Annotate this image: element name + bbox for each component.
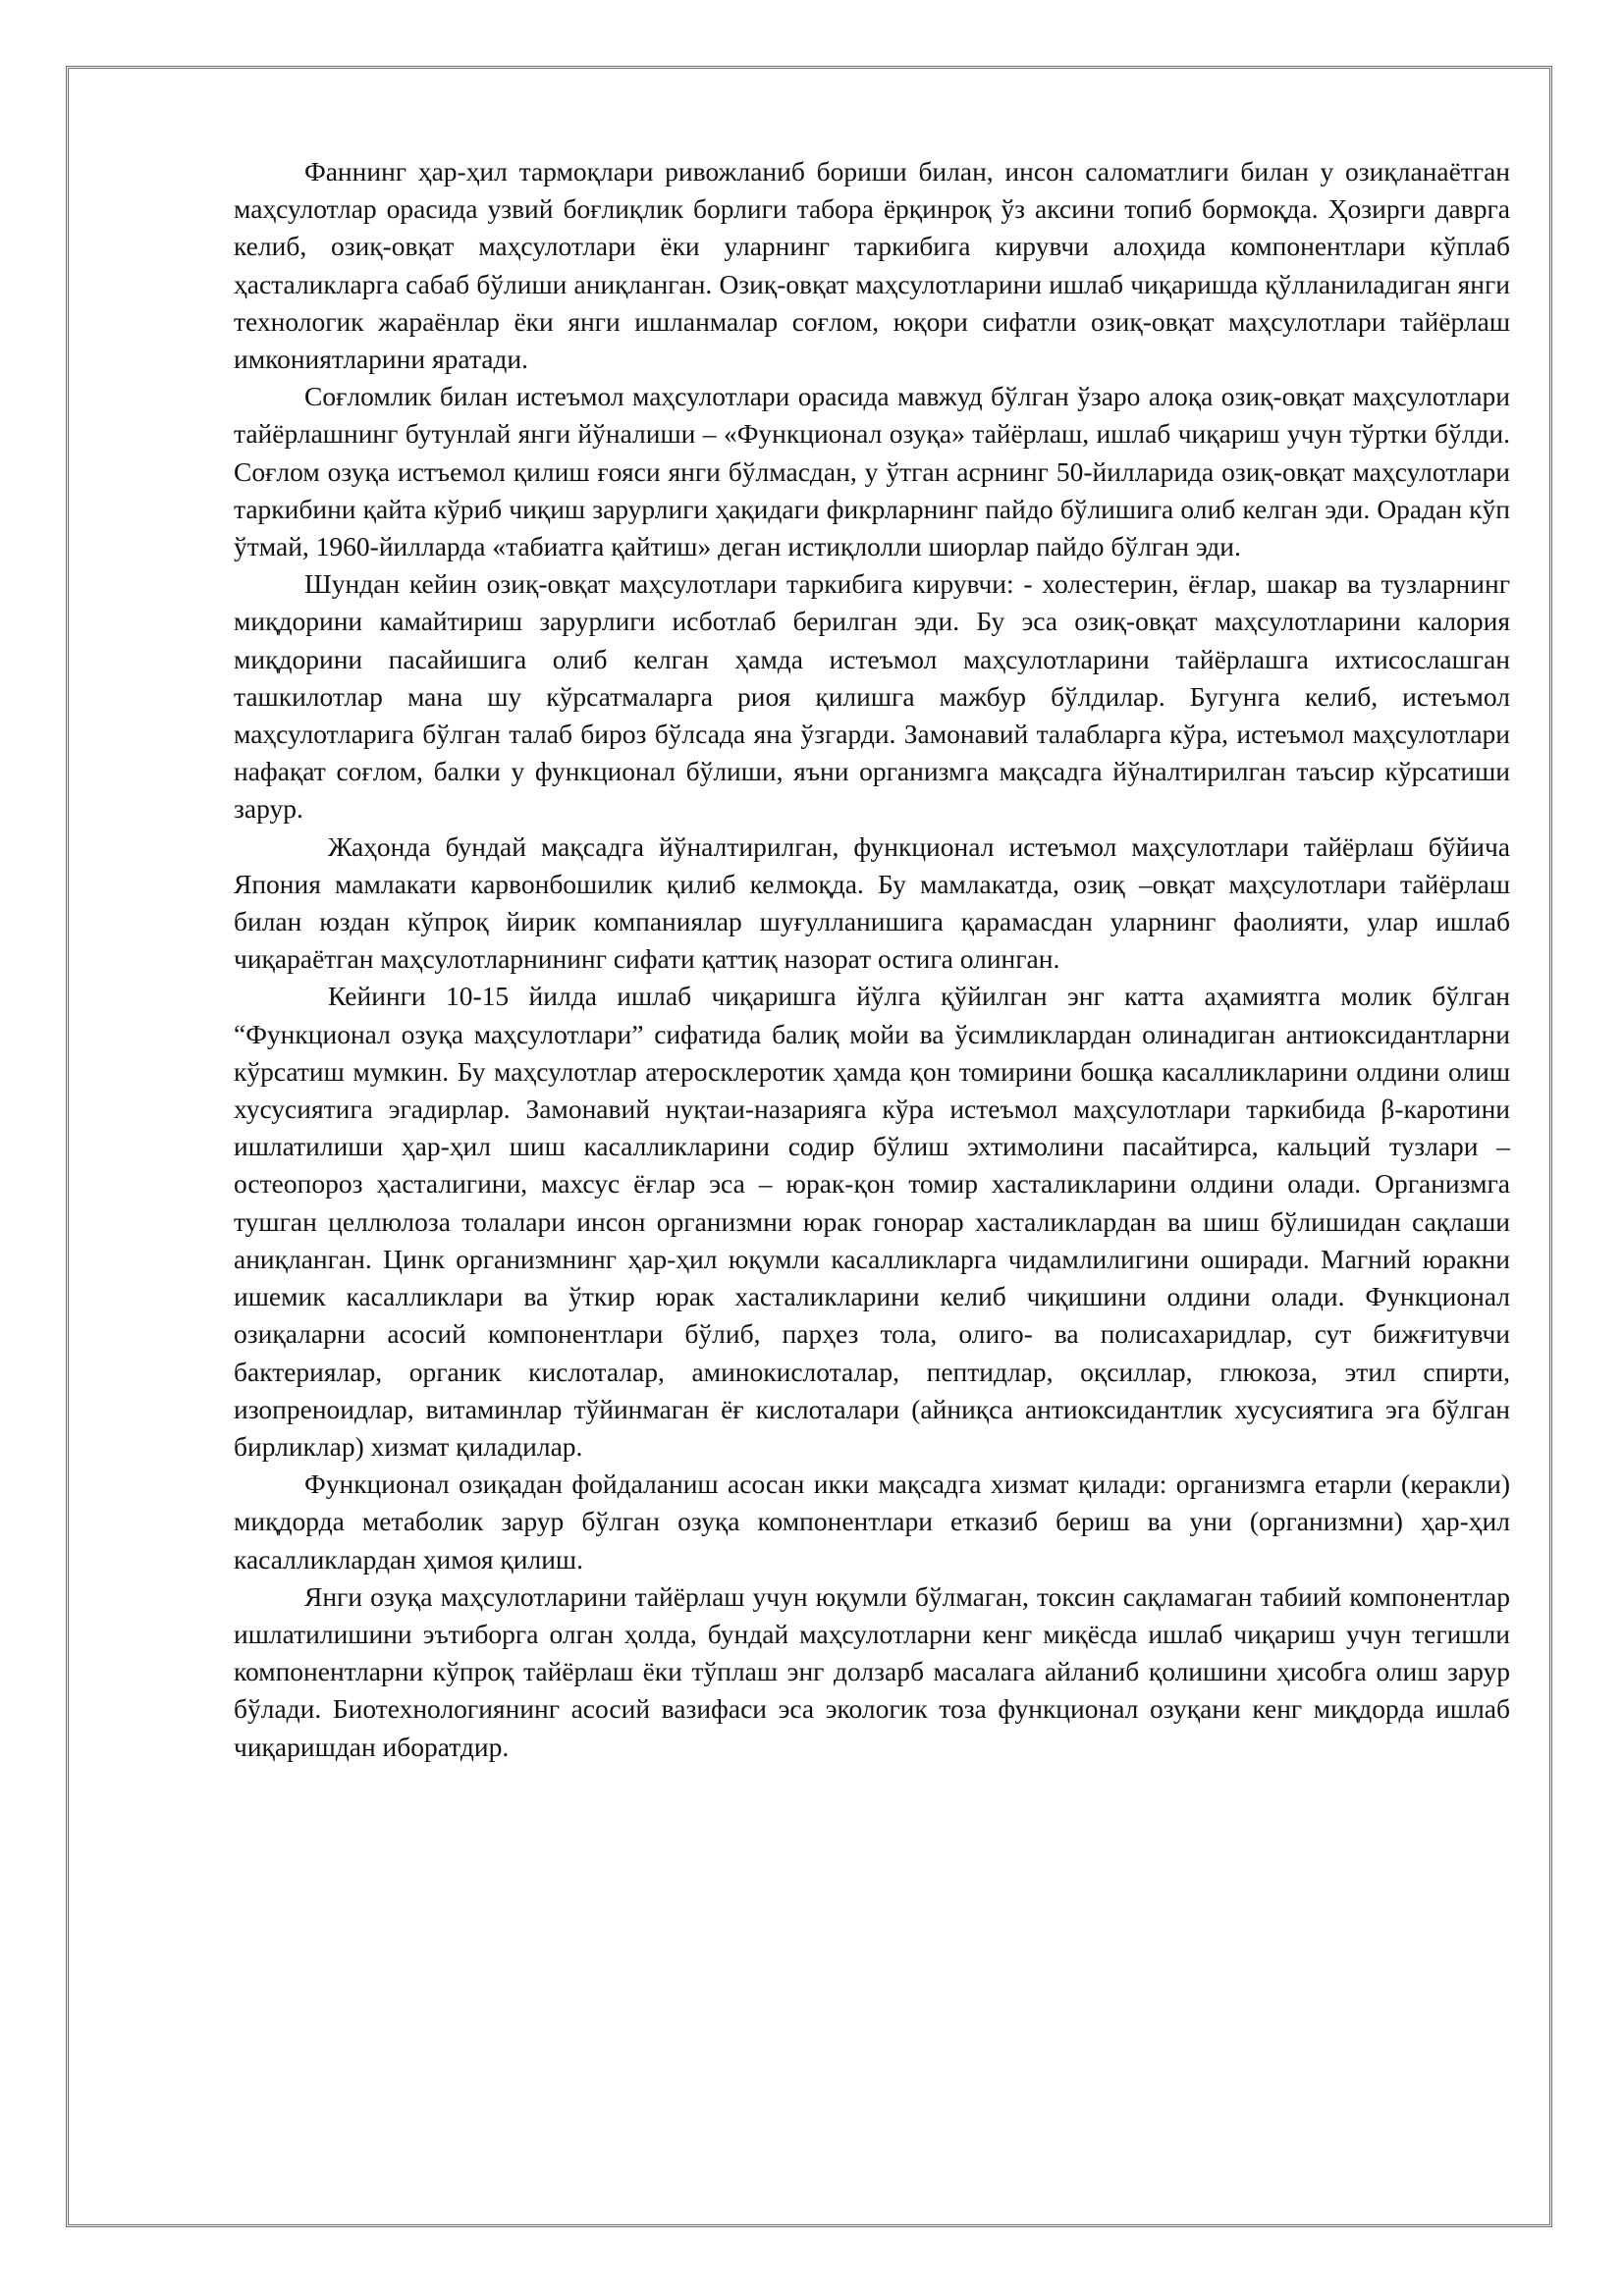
paragraph-3: Шундан кейин озиқ-овқат маҳсулотлари таркибига кирувчи: - холестерин, ёғлар, шакар ва тузларнинг миқдорини камайтириш зарурлиги исботлаб берилган эди. Бу эса озиқ-овқат маҳсулотларини калория миқдорини пасайишига олиб келган ҳамда истеъмол маҳсулотларини тайёрлашга ихтисослашган ташкилотлар мана шу кўрсатмаларга риоя қилишга мажбур бўлдилар. Бугунга келиб, истеъмол маҳсулотларига бўлган талаб бироз бўлсада яна ўзгарди. Замонавий талабларга кўра, истеъмол маҳсулотлари нафақат соғлом, балки у функционал бўлиши, яъни организмга мақсадга йўналтирилган таъсир кўрсатиши зарур. bbox=[234, 568, 1510, 825]
paragraph-5: Кейинги 10-15 йилда ишлаб чиқаришга йўлга қўйилган энг катта аҳамиятга молик бўлган “Функционал озуқа маҳсулотлари” сифатида балиқ мойи ва ўсимликлардан олинадиган антиоксидантларни кўрсатиш мумкин. Бу маҳсулотлар атеросклеротик ҳамда қон томирини бошқа касалликларини олдини олиш хусусиятига эгадирлар. Замонавий нуқтаи-назарияга кўра истеъмол маҳсулотлари таркибида β-каротини ишлатилиши ҳар-ҳил шиш касалликларини содир бўлиш эхтимолини пасайтирса, кальций тузлари – остеопороз ҳасталигини, махсус ёғлар эса – юрак-қон томир хасталикларини олдини олади. Организмга тушган целлюлоза толалари инсон организмни юрак гонорар хасталиклардан ва шиш бўлишидан сақлаши аниқланган. Цинк организмнинг ҳар-ҳил юқумли касалликларга чидамлилигини оширади. Магний юракни ишемик касалликлари ва ўткир юрак хасталикларини келиб чиқишини олдини олади. Функционал озиқаларни асосий компонентлари бўлиб, парҳез тола, олиго- ва полисахаридлар, сут бижғитувчи бактериялар, органик кислоталар, аминокислоталар, пептидлар, оқсиллар, глюкоза, этил спирти, изопреноидлар, витаминлар тўйинмаган ёғ кислоталари (айниқса антиоксидантлик хусусиятига эга бўлган бирликлар) хизмат қиладилар. bbox=[234, 981, 1510, 1462]
paragraph-2: Соғломлик билан истеъмол маҳсулотлари орасида мавжуд бўлган ўзаро алоқа озиқ-овқат маҳсулотлари тайёрлашнинг бутунлай янги йўналиши – «Функционал озуқа» тайёрлаш, ишлаб чиқариш учун тўртки бўлди. Соғлом озуқа истъемол қилиш ғояси янги бўлмасдан, у ўтган асрнинг 50-йилларида озиқ-овқат маҳсулотлари таркибини қайта кўриб чиқиш зарурлиги ҳақидаги фикрларнинг пайдо бўлишига олиб келган эди. Орадан кўп ўтмай, 1960-йилларда «табиатга қайтиш» деган истиқлолли шиорлар пайдо бўлган эди. bbox=[234, 381, 1510, 562]
paragraph-1: Фаннинг ҳар-ҳил тармоқлари ривожланиб бориши билан, инсон саломатлиги билан у озиқланаётган маҳсулотлар орасида узвий боғлиқлик борлиги табора ёрқинроқ ўз аксини топиб бормоқда. Ҳозирги даврга келиб, озиқ-овқат маҳсулотлари ёки уларнинг таркибига кирувчи алоҳида компонентлари кўплаб ҳасталикларга сабаб бўлиши аниқланган. Озиқ-овқат маҳсулотларини ишлаб чиқаришда қўлланиладиган янги технологик жараёнлар ёки янги ишланмалар соғлом, юқори сифатли озиқ-овқат маҳсулотлари тайёрлаш имкониятларини яратади. bbox=[234, 156, 1510, 375]
paragraph-6: Функционал озиқадан фойдаланиш асосан икки мақсадга хизмат қилади: организмга етарли (керакли) миқдорда метаболик зарур бўлган озуқа компонентлари етказиб бериш ва уни (организмни) ҳар-ҳил касалликлардан ҳимоя қилиш. bbox=[234, 1468, 1510, 1575]
document-body bbox=[234, 153, 1510, 1766]
paragraph-4: Жаҳонда бундай мақсадга йўналтирилган, функционал истеъмол маҳсулотлари тайёрлаш бўйича Япония мамлакати карвонбошилик қилиб келмоқда. Бу мамлакатда, озиқ –овқат маҳсулотлари тайёрлаш билан юздан кўпроқ йирик компаниялар шуғулланишига қарамасдан уларнинг фаолияти, улар ишлаб чиқараётган маҳсулотларнининг сифати қаттиқ назорат остига олинган. bbox=[234, 830, 1510, 975]
paragraph-7: Янги озуқа маҳсулотларини тайёрлаш учун юқумли бўлмаган, токсин сақламаган табиий компонентлар ишлатилишини эътиборга олган ҳолда, бундай маҳсулотларни кенг миқёсда ишлаб чиқариш учун тегишли компонентларни кўпроқ тайёрлаш ёки тўплаш энг долзарб масалага айланиб қолишини ҳисобга олиш зарур бўлади. Биотехнологиянинг асосий вазифаси эса экологик тоза функционал озуқани кенг миқдорда ишлаб чиқаришдан иборатдир. bbox=[234, 1580, 1510, 1762]
